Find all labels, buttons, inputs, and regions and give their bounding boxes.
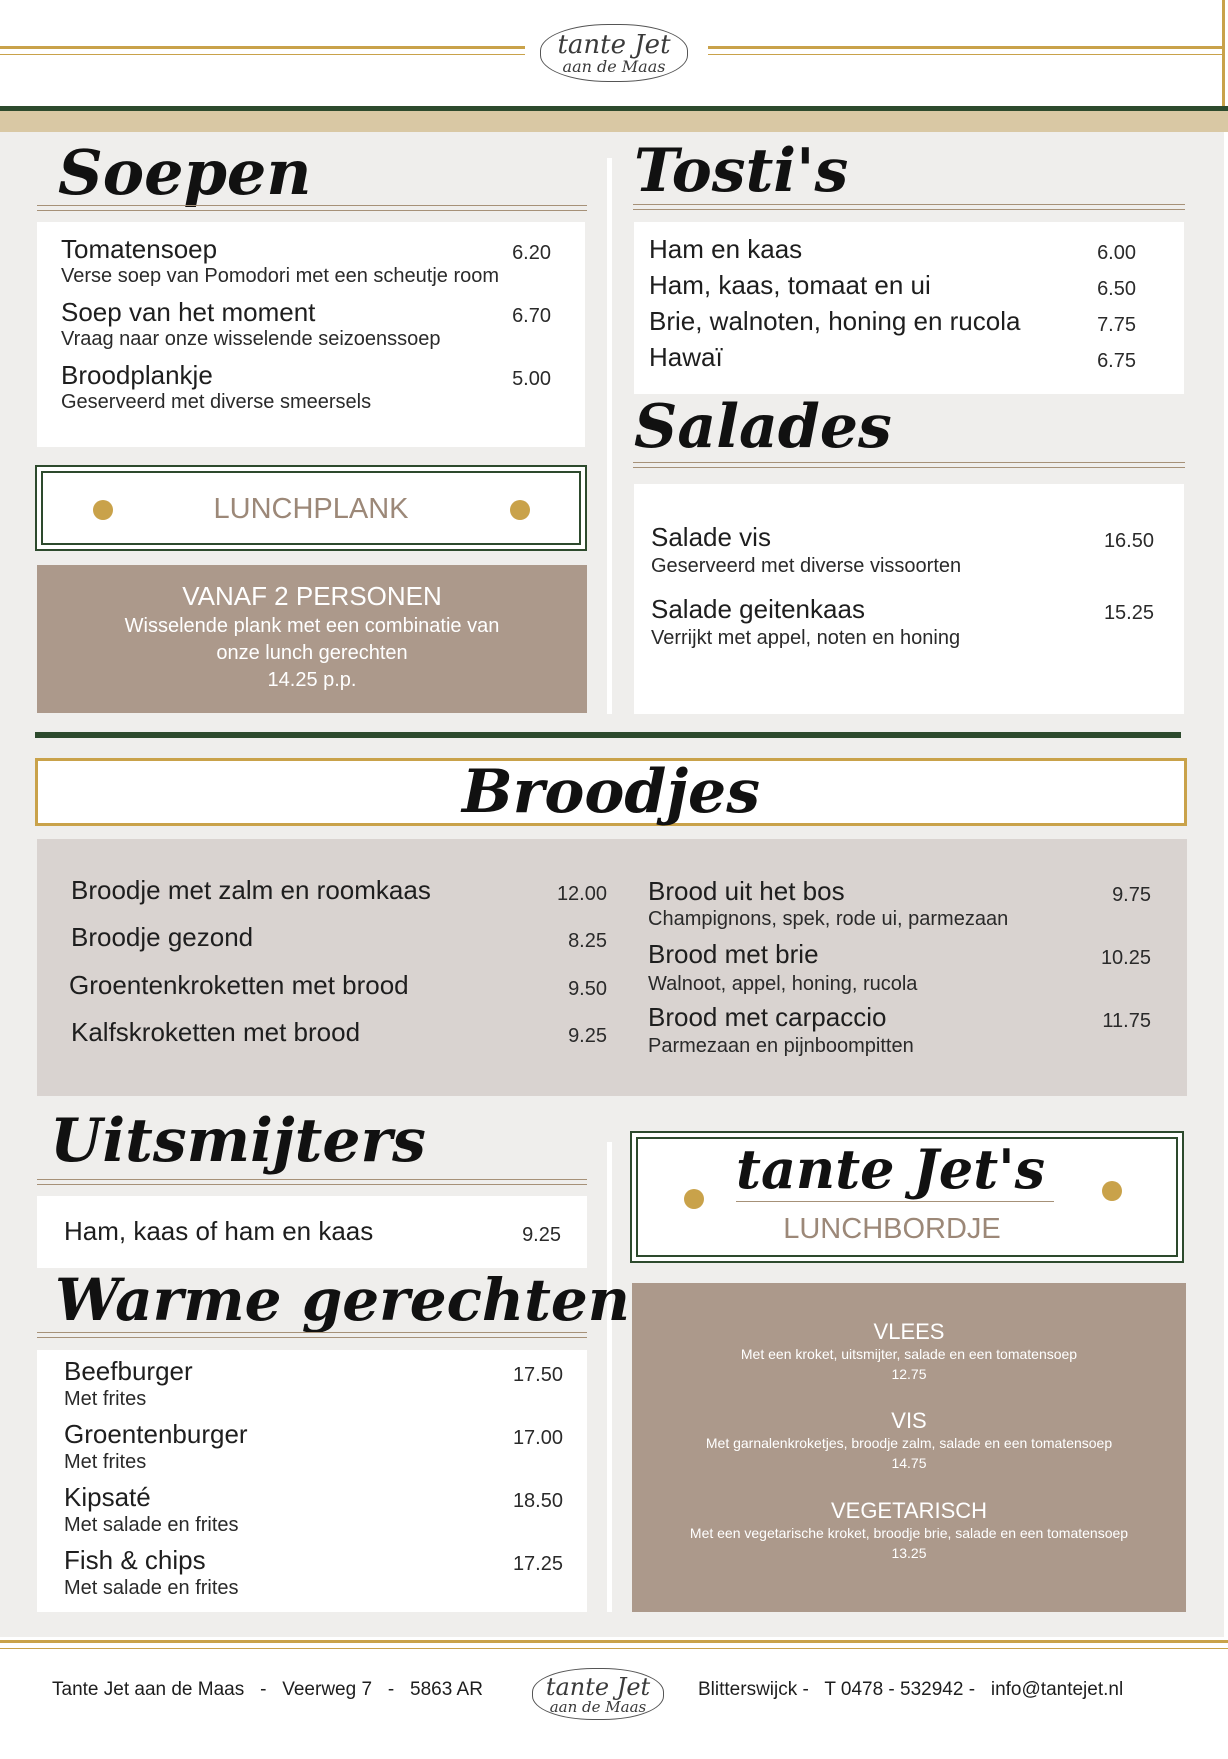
lunchbordje-dot-right (1102, 1181, 1122, 1201)
broodjes-green-rule (35, 732, 1181, 738)
header-gold-line-right (708, 46, 1222, 49)
lunchbordje-option-price: 14.75 (891, 1455, 927, 1471)
salade-item-name: Salade vis (651, 522, 771, 552)
warme-item-price: 17.25 (512, 1553, 563, 1575)
tostis-title: Tosti's (634, 136, 849, 206)
tostis-card (634, 222, 1184, 394)
column-divider-top (607, 158, 612, 714)
footer-gold-line-thin (0, 1648, 1228, 1649)
footer-gold-line (0, 1640, 1228, 1643)
warme-title: Warme gerechten (55, 1266, 630, 1334)
lunchbordje-option-price: 12.75 (891, 1366, 927, 1382)
tosti-item-price: 6.50 (1097, 278, 1136, 300)
soep-item-name: Soep van het moment (61, 297, 316, 327)
lunchbordje-dot-left (684, 1189, 704, 1209)
soep-item-name: Tomatensoep (61, 234, 218, 264)
salades-rule (633, 462, 1185, 468)
lunchplank-frame (35, 465, 587, 551)
warme-item-desc: Met salade en frites (64, 1514, 239, 1536)
warme-item-name: Beefburger (64, 1356, 193, 1386)
logo-line2: aan de Maas (562, 57, 666, 76)
broodjes-title: Broodjes (462, 757, 760, 827)
soepen-title: Soepen (58, 136, 312, 209)
lunchbordje-title: tante Jet's (736, 1137, 1046, 1201)
uitsmijters-card (37, 1196, 587, 1268)
tosti-item-price: 6.00 (1097, 242, 1136, 264)
salades-title: Salades (634, 392, 892, 462)
uitsmijter-item-price: 9.25 (522, 1224, 561, 1246)
soep-item-price: 6.20 (512, 242, 551, 264)
broodje-item-price: 12.00 (556, 883, 607, 905)
warme-item-price: 17.00 (512, 1427, 563, 1449)
broodje-item-price: 8.25 (568, 930, 607, 952)
broodje-item-price: 9.50 (568, 978, 607, 1000)
footer-address: Tante Jet aan de Maas - Veerweg 7 - 5863 AR (52, 1679, 483, 1700)
lunchbordje-option-desc: Met garnalenkroketjes, broodje zalm, salade en een tomatensoep (705, 1435, 1113, 1451)
lunchplank-title: LUNCHPLANK (213, 493, 409, 525)
lunchbordje-subtitle: LUNCHBORDJE (783, 1213, 1001, 1245)
lunchbordje-option-desc: Met een vegetarische kroket, broodje brie, salade en een tomatensoep (689, 1525, 1129, 1541)
header-gold-line-left-thin (0, 54, 525, 55)
warme-item-price: 18.50 (512, 1490, 563, 1512)
brood-item-desc: Champignons, spek, rode ui, parmezaan (648, 908, 1009, 930)
logo (534, 18, 694, 84)
broodje-item-price: 9.25 (568, 1025, 607, 1047)
lunchbordje-option-name: VIS (891, 1408, 927, 1433)
footer-logo (528, 1662, 668, 1724)
lunchplank-desc-1: Wisselende plank met een combinatie van (124, 615, 500, 637)
broodje-item-name: Groentenkroketten met brood (69, 970, 409, 1000)
salade-item-desc: Verrijkt met appel, noten en honing (651, 627, 961, 649)
brood-item-name: Brood uit het bos (648, 876, 845, 906)
soep-item-desc: Geserveerd met diverse smeersels (61, 391, 372, 413)
tosti-item-price: 6.75 (1097, 350, 1136, 372)
lunchbordje-option-name: VEGETARISCH (830, 1498, 988, 1523)
warme-item-desc: Met salade en frites (64, 1577, 239, 1599)
lunchbordje-option-name: VLEES (873, 1319, 945, 1344)
uitsmijter-item-name: Ham, kaas of ham en kaas (64, 1216, 374, 1246)
broodjes-title-frame (35, 758, 1187, 826)
lunchbordje-frame (630, 1131, 1184, 1263)
warme-item-price: 17.50 (512, 1364, 563, 1386)
header-gold-line-left (0, 46, 525, 49)
soep-item-price: 5.00 (512, 368, 551, 390)
warme-rule (37, 1332, 587, 1338)
lunchbordje-option-desc: Met een kroket, uitsmijter, salade en een tomatensoep (740, 1346, 1078, 1362)
lunchbordje-option-price: 13.25 (891, 1545, 927, 1561)
tostis-rule (633, 204, 1185, 210)
warme-item-desc: Met frites (64, 1451, 147, 1473)
lunchbordje-underline (736, 1201, 1054, 1202)
warme-card (37, 1350, 587, 1612)
footer-contact: Blitterswijck - T 0478 - 532942 - info@tantejet.nl (698, 1679, 1124, 1700)
brood-item-price: 11.75 (1102, 1010, 1151, 1032)
warme-item-desc: Met frites (64, 1388, 147, 1410)
lunchplank-box (37, 565, 587, 713)
broodje-item-name: Broodje met zalm en roomkaas (71, 875, 431, 905)
salade-item-name: Salade geitenkaas (651, 594, 865, 624)
footer-logo-line1: tante Jet (545, 1673, 651, 1701)
tosti-item-name: Brie, walnoten, honing en rucola (649, 306, 1021, 336)
column-divider-bottom (607, 1142, 612, 1612)
broodje-item-name: Broodje gezond (71, 922, 254, 952)
brood-item-name: Brood met carpaccio (648, 1002, 887, 1032)
lunchplank-desc-2: onze lunch gerechten (216, 642, 408, 664)
brood-item-price: 10.25 (1100, 947, 1151, 969)
tosti-item-name: Ham, kaas, tomaat en ui (649, 270, 931, 300)
tosti-item-name: Ham en kaas (649, 234, 803, 264)
soepen-rule (37, 205, 587, 211)
lunchbordje-box (632, 1283, 1186, 1612)
soepen-card (37, 222, 585, 447)
soep-item-price: 6.70 (512, 305, 551, 327)
brood-item-price: 9.75 (1112, 884, 1151, 906)
header-tan-band (0, 111, 1228, 132)
broodje-item-name: Kalfskroketten met brood (71, 1017, 361, 1047)
header-gold-line-right-thin (708, 54, 1222, 55)
uitsmijters-title: Uitsmijters (50, 1106, 426, 1176)
logo-line1: tante Jet (557, 30, 671, 60)
brood-item-desc: Parmezaan en pijnboompitten (648, 1035, 914, 1057)
salade-item-price: 15.25 (1103, 602, 1154, 624)
warme-item-name: Kipsaté (64, 1482, 151, 1512)
tosti-item-name: Hawaï (649, 342, 723, 372)
brood-item-name: Brood met brie (648, 939, 819, 969)
salades-card (634, 484, 1184, 714)
salade-item-desc: Geserveerd met diverse vissoorten (651, 555, 962, 577)
soep-item-name: Broodplankje (61, 360, 213, 390)
salade-item-price: 16.50 (1103, 530, 1154, 552)
warme-item-name: Fish & chips (64, 1545, 206, 1575)
lunchplank-price: 14.25 p.p. (267, 669, 357, 691)
warme-item-name: Groentenburger (64, 1419, 248, 1449)
brood-item-desc: Walnoot, appel, honing, rucola (648, 973, 918, 995)
tosti-item-price: 7.75 (1097, 314, 1136, 336)
uitsmijters-rule (37, 1179, 587, 1185)
soep-item-desc: Verse soep van Pomodori met een scheutje room (61, 265, 500, 287)
footer-logo-line2: aan de Maas (549, 1698, 647, 1716)
broodjes-card (37, 839, 1187, 1096)
soep-item-desc: Vraag naar onze wisselende seizoenssoep (61, 328, 441, 350)
lunchplank-heading: VANAF 2 PERSONEN (182, 581, 442, 611)
